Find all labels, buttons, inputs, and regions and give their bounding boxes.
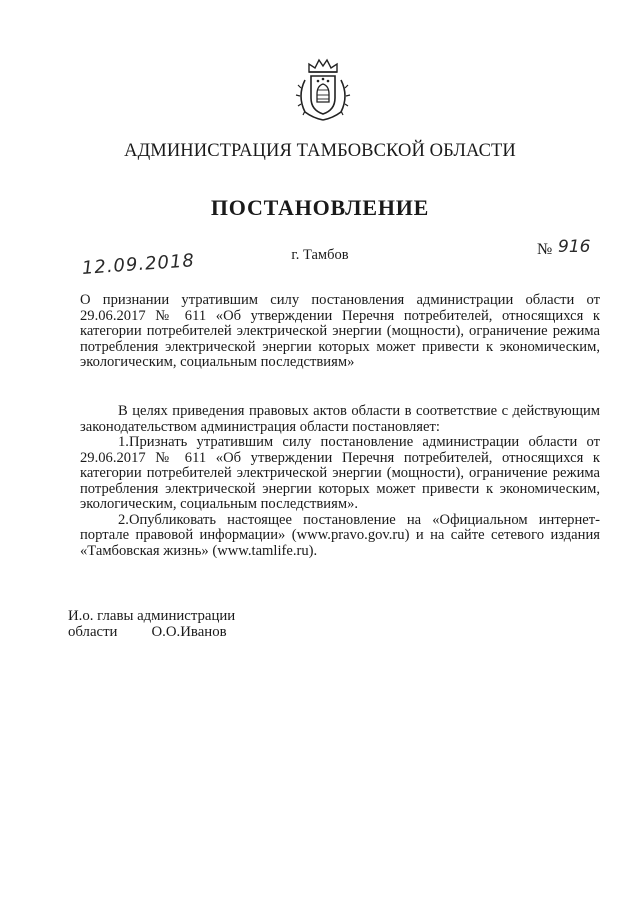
document-number-label: № [537,241,553,258]
document-body [80,404,600,559]
document-type-title: ПОСТАНОВЛЕНИЕ [210,195,430,220]
document-number: 916 [558,237,591,257]
signatory-position-region: области [68,623,118,640]
signatory-position-line-1: И.о. главы администрации [68,608,236,624]
coat-of-arms-icon [295,58,351,122]
item-1-paragraph: 1.Признать утратившим силу постановление администрации области от 29.06.2017 № 611 «Об утверждении Перечня потребителей, относящихся к категории потребителей электрической энергии (мощности), ограничение режима потребления электрической энергии которых может привести к экономическим, экологическим, социальным последствиям». [80,434,600,512]
organization-name: АДМИНИСТРАЦИЯ ТАМБОВСКОЙ ОБЛАСТИ [124,141,516,161]
signatory-name: О.О.Иванов [151,623,227,640]
document-date: 12.09.2018 [81,250,196,279]
item-2-paragraph: 2.Опубликовать настоящее постановление на «Официальном интернет-портале правовой информации» (www.pravo.gov.ru) и на сайте сетевого издания «Тамбовская жизнь» (www.tamlife.ru). [80,511,600,559]
document-city: г. Тамбов [291,247,349,263]
signature-block [68,609,235,640]
document-subject: О признании утратившим силу постановления администрации области от 29.06.2017 № 611 «Об утверждении Перечня потребителей, относящихся к категории потребителей электрической энергии (мощности), ограничение режима потребления электрической энергии которых может привести к экономическим, экологическим, социальным последствиям» [80,292,600,370]
preamble-paragraph: В целях приведения правовых актов области в соответствие с действующим законодательством администрация области постановляет: [80,403,600,435]
signatory-position-line-2 [68,625,235,641]
